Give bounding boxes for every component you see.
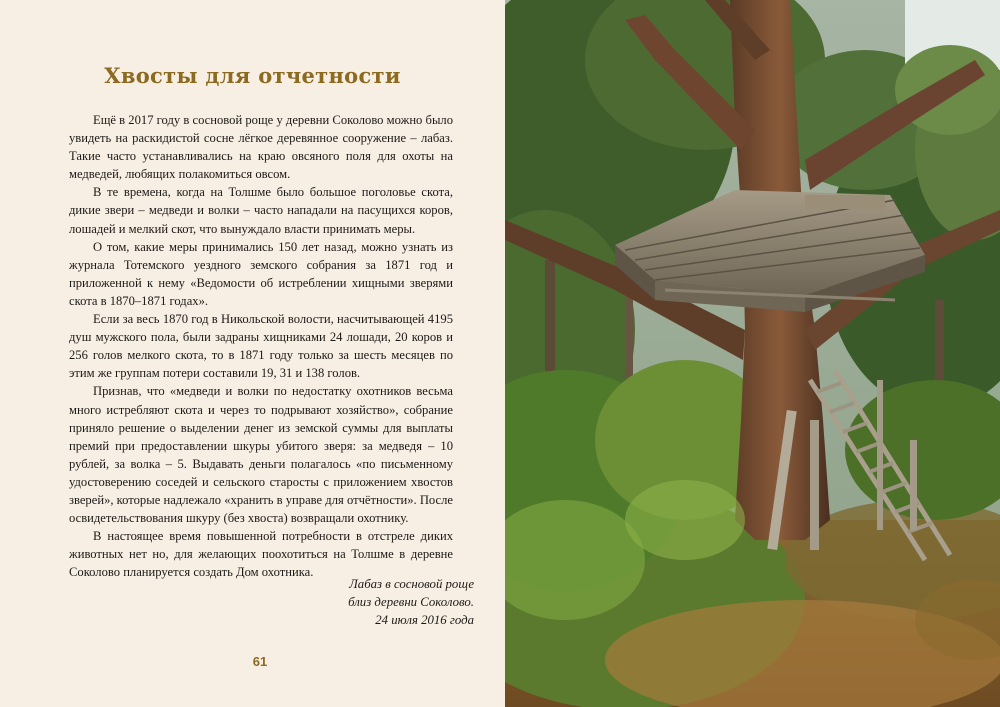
paragraph-2: В те времена, когда на Толшме было большое поголовье скота, дикие звери – медведи и волки – часто нападали на пасущихся коров, лошадей и мелкий скот, что вынуждало власти принимать меры. (69, 185, 453, 236)
article-body (69, 111, 453, 581)
paragraph-6: В настоящее время повышенной потребности в отстреле диких животных нет но, для желающих поохотиться на Толшме в деревне Соколово планируется создать Дом охотника. (69, 529, 453, 580)
photo-caption (174, 575, 474, 629)
paragraph-1: Ещё в 2017 году в сосновой роще у деревни Соколово можно было увидеть на раскидистой сосне лёгкое деревянное сооружение – лабаз. Такие часто устанавливались на краю овсяного поля для охоты на медведей, любящих полакомиться овсом. (69, 113, 453, 182)
caption-line-2: близ деревни Соколово. (348, 595, 474, 609)
paragraph-5: Признав, что «медведи и волки по недостатку охотников весьма много истребляют скота и через то подрывают хозяйство», собрание приняло решение о выделении денег из земской суммы для выплаты премий при предоставлении шкуры убитого зверя: за медведя – 10 рублей, за волка – 5. Выдавать деньги полагалось «по письменному удостоверению соседей и сельского старосты с приложением хвостов зверей», которые надлежало «хранить в управе для отчётности». После освидетельствования шкуру (без хвоста) возвращали охотнику. (69, 384, 453, 526)
page-number: 61 (252, 654, 268, 669)
paragraph-3: О том, какие меры принимались 150 лет назад, можно узнать из журнала Тотемского уездного земского собрания за 1871 год и приложенной к нему «Ведомости об истреблении хищными зверями скота в 1870–1871 годах». (69, 239, 453, 308)
paragraph-4: Если за весь 1870 год в Никольской волости, насчитывающей 4195 душ мужского пола, были задраны хищниками 24 лошади, 20 коров и 256 голов мелкого скота, то в 1871 году только за шесть месяцев по этим же группам потери составили 19, 31 и 138 голов. (69, 312, 453, 381)
tree-stand-illustration (505, 0, 1000, 707)
caption-line-1: Лабаз в сосновой роще (349, 577, 474, 591)
tree-stand-photo (505, 0, 1000, 707)
caption-line-3: 24 июля 2016 года (375, 613, 474, 627)
page-title: Хвосты для отчетности (104, 63, 401, 88)
